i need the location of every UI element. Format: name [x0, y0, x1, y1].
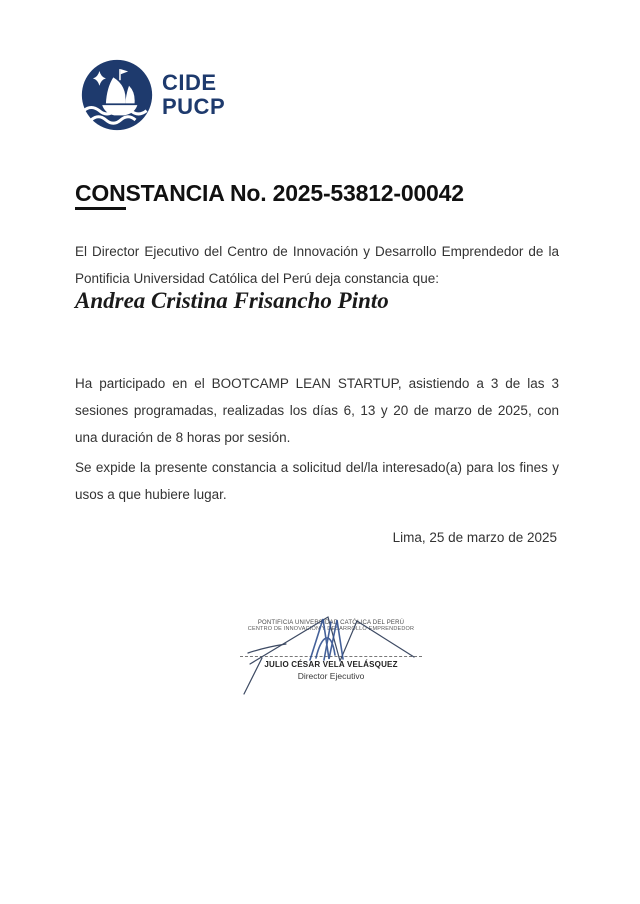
signature-org-line2: CENTRO DE INNOVACIÓN Y DESARROLLO EMPRENDEDOR	[247, 626, 415, 632]
signature-block	[236, 610, 426, 681]
recipient-name: Andrea Cristina Frisancho Pinto	[75, 288, 389, 313]
intro-paragraph: El Director Ejecutivo del Centro de Innovación y Desarrollo Emprendedor de la Pontificia Universidad Católica del Perú deja constancia que:	[75, 243, 559, 286]
logo-line-pucp: PUCP	[162, 94, 226, 119]
logo-line-cide: CIDE	[162, 70, 217, 95]
document-title	[75, 180, 464, 207]
ship-logo-icon	[80, 58, 154, 132]
title-underlined-part: CON	[75, 180, 126, 210]
date-line: Lima, 25 de marzo de 2025	[392, 530, 557, 545]
signer-name: JULIO CÉSAR VELA VELÁSQUEZ	[264, 660, 398, 669]
logo-wordmark	[162, 71, 225, 119]
title-rest: STANCIA No. 2025-53812-00042	[125, 180, 464, 206]
participation-paragraph: Ha participado en el BOOTCAMP LEAN STARTUP, asistiendo a 3 de las 3 sesiones programadas, realizadas los días 6, 13 y 20 de marzo de 2025, con una duración de 8 horas por sesión.	[75, 375, 559, 445]
signature-org-line1: PONTIFICIA UNIVERSIDAD CATÓLICA DEL PERÚ	[257, 620, 405, 626]
cide-pucp-logo	[80, 58, 225, 132]
signer-title: Director Ejecutivo	[297, 671, 365, 681]
issuance-paragraph: Se expide la presente constancia a solicitud del/la interesado(a) para los fines y usos a que hubiere lugar.	[75, 459, 559, 502]
signature-dotted-line	[240, 656, 422, 657]
signature-space	[236, 632, 426, 656]
